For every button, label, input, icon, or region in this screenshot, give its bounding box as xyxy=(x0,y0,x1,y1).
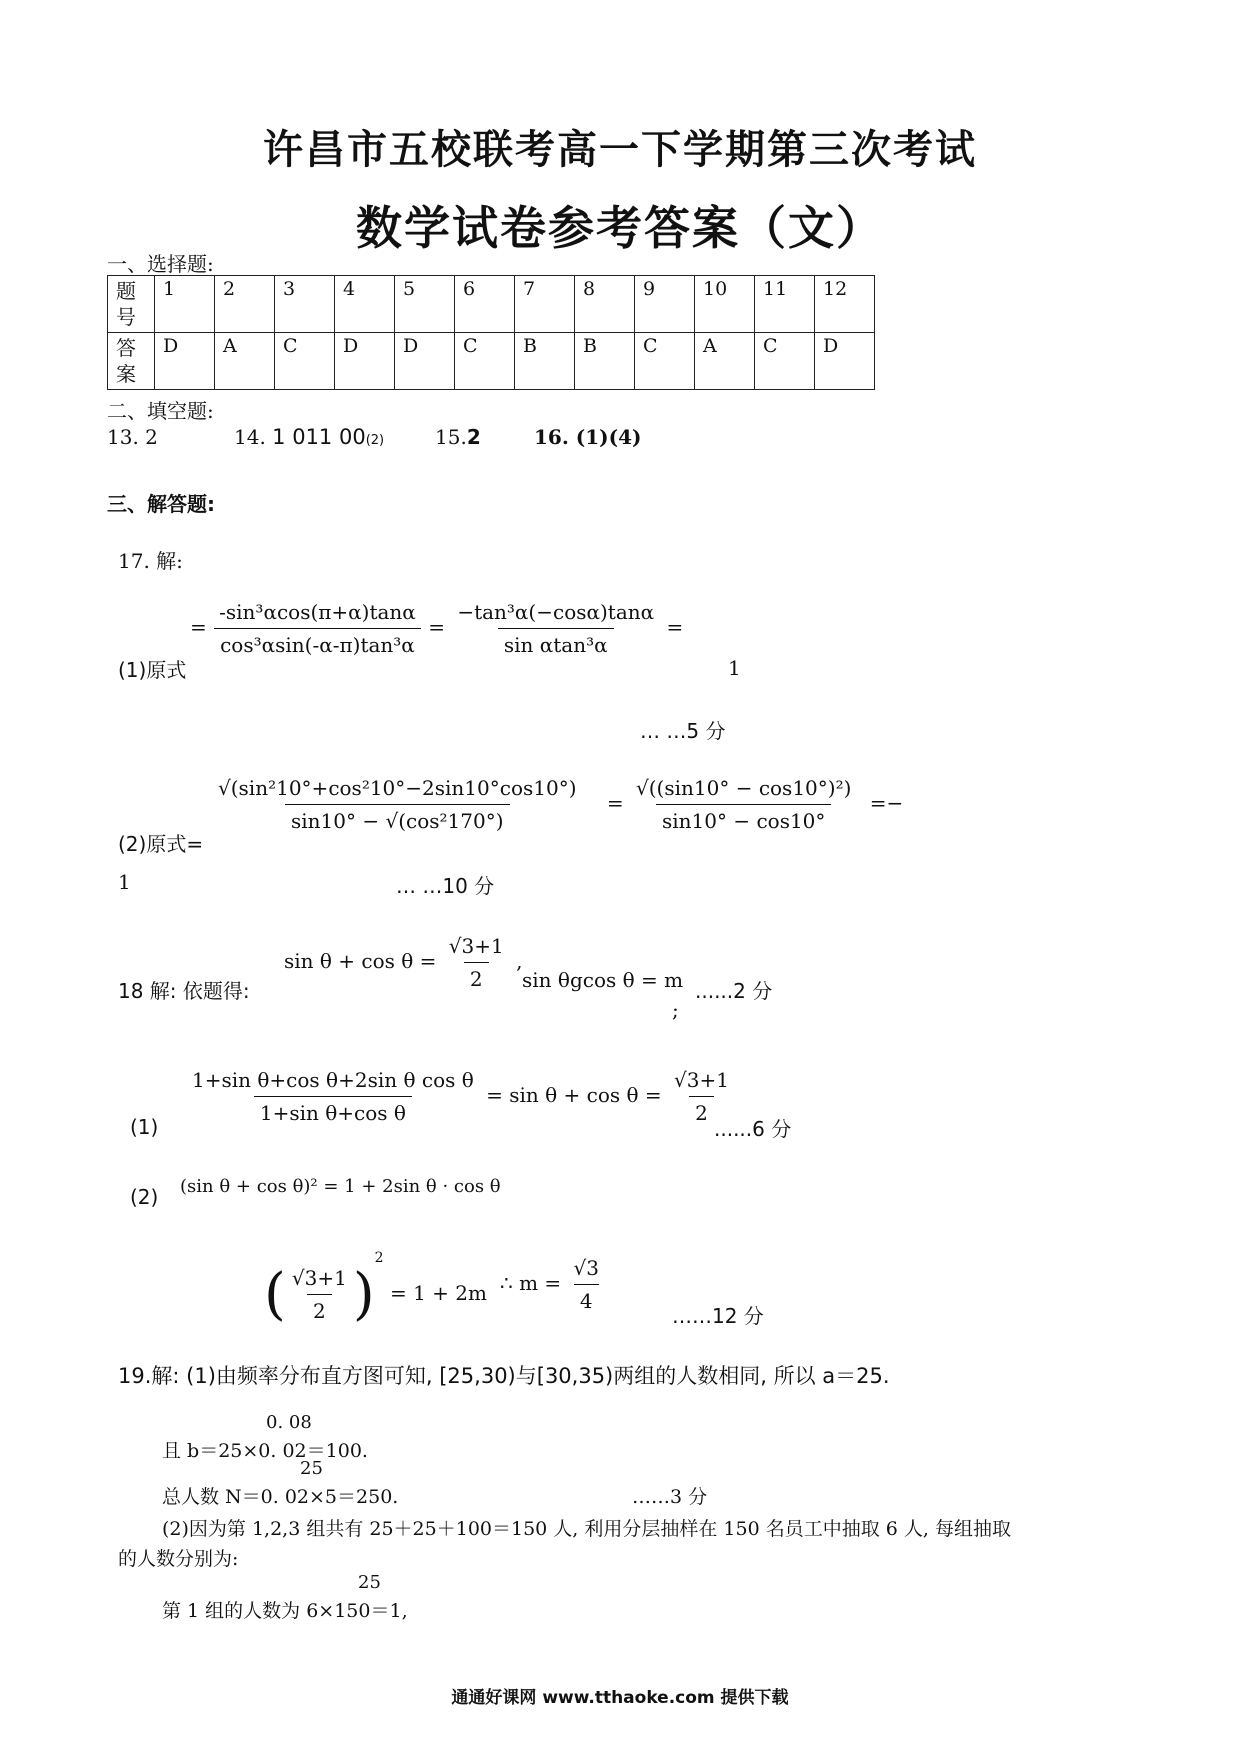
fill-blank-16: 16. (1)(4) xyxy=(534,425,642,449)
fill-blank-15-number: 15. xyxy=(435,425,467,449)
answer-cell: C xyxy=(755,333,815,390)
q18-part2-label: (2) xyxy=(130,1185,159,1209)
answer-cell: D xyxy=(395,333,455,390)
q17-p2-fraction2: $\frac{\text{√((sin10° − cos10°)²)}}{\sin 10^\circ - \cos 10^\circ}$ xyxy=(636,776,852,833)
answer-cell: A xyxy=(215,333,275,390)
q18-score1: ......2 分 xyxy=(695,979,773,1003)
q19-line2-fraction-top: 0. 08 xyxy=(266,1412,312,1433)
q19-line1: 19.解: (1)由频率分布直方图可知, [25,30)与[30,35)两组的人数相同, 所以 a＝25. xyxy=(118,1364,890,1388)
question-number-cell: 4 xyxy=(335,276,395,333)
fill-blank-14 xyxy=(234,425,384,449)
fill-blank-14-value: 1 011 00 xyxy=(272,425,366,449)
answer-cell: D xyxy=(155,333,215,390)
q18-equation1: sin θ + cos θ = $\frac{√3+1}{2}$ , xyxy=(284,934,523,991)
answer-cell: C xyxy=(275,333,335,390)
question-number-cell: 8 xyxy=(575,276,635,333)
question-number-cell: 9 xyxy=(635,276,695,333)
answer-cell: B xyxy=(515,333,575,390)
question-number-cell: 11 xyxy=(755,276,815,333)
answer-cell: C xyxy=(635,333,695,390)
question-number-cell: 10 xyxy=(695,276,755,333)
q18-semicolon: ; xyxy=(672,998,679,1022)
answer-cell: C xyxy=(455,333,515,390)
q18-equation2: sin θgcos θ = m xyxy=(522,968,684,992)
q18-heading: 18 解: 依题得: xyxy=(118,979,250,1003)
answer-table xyxy=(107,275,875,390)
answer-cell: A xyxy=(695,333,755,390)
page-subtitle: 数学试卷参考答案（文） xyxy=(356,201,884,255)
q19-line6: 第 1 组的人数为 6×150＝1, xyxy=(162,1600,408,1622)
fill-blank-13: 13. 2 xyxy=(107,425,158,449)
q17-part1-label: (1)原式 xyxy=(118,658,187,682)
q19-line2: 且 b＝25×0. 02＝100. xyxy=(162,1440,368,1462)
table-row-numbers xyxy=(108,276,875,333)
table-row-answers xyxy=(108,333,875,390)
q18-part1-label: (1) xyxy=(130,1115,159,1139)
answer-cell: D xyxy=(335,333,395,390)
q17-part1-result: 1 xyxy=(728,656,741,680)
question-number-cell: 5 xyxy=(395,276,455,333)
footer-source: 通通好课网 www.tthaoke.com 提供下载 xyxy=(451,1688,789,1708)
q18-part2-equation-left: ( $\frac{√3+1}{2}$ )$^2$ = 1 + 2m xyxy=(264,1250,487,1327)
fill-blank-15-value: 2 xyxy=(466,425,481,449)
q17-heading: 17. 解: xyxy=(118,549,183,573)
q17-p1-fraction1: $\frac{\text{-sin³αcos(π+α)tanα}}{\text{cos³αsin(-α-π)tan³α}}$ xyxy=(213,600,422,657)
q19-line5: 的人数分别为: xyxy=(118,1548,239,1570)
answer-cell: B xyxy=(575,333,635,390)
question-number-cell: 7 xyxy=(515,276,575,333)
section-1-label: 一、选择题: xyxy=(107,252,214,276)
fill-blank-14-number: 14. xyxy=(234,425,266,449)
q19-line3-score: ……3 分 xyxy=(632,1486,708,1508)
page-title: 许昌市五校联考高一下学期第三次考试 xyxy=(263,127,977,173)
section-2-label: 二、填空题: xyxy=(107,399,214,423)
question-number-cell: 12 xyxy=(815,276,875,333)
answer-cell: D xyxy=(815,333,875,390)
q19-line3: 总人数 N＝0. 02×5＝250. xyxy=(162,1486,399,1508)
q17-p1-fraction2: $\frac{\text{−tan³α(−cosα)tanα}}{\text{sin αtan³α}}$ xyxy=(457,600,655,657)
q18-part1-equation: $\frac{\text{1+sin θ+cos θ+2sin θ cos θ}}{\text{1+sin θ+cos θ}}$ = sin θ + cos θ = $\frac{√3+1}{2}$ xyxy=(192,1068,729,1125)
q19-line6-fraction-top: 25 xyxy=(358,1572,381,1593)
question-number-cell: 1 xyxy=(155,276,215,333)
q17-part2-result: 1 xyxy=(118,870,131,894)
fill-blank-15 xyxy=(435,425,481,449)
question-number-cell: 3 xyxy=(275,276,335,333)
q17-part2-score: … …10 分 xyxy=(396,874,495,898)
q17-part2-label: (2)原式= xyxy=(118,832,204,856)
question-number-cell: 6 xyxy=(455,276,515,333)
q18-score3: ……12 分 xyxy=(672,1304,764,1328)
q17-part1-equation: = $\frac{\text{-sin³αcos(π+α)tanα}}{\text{cos³αsin(-α-π)tan³α}}$ = $\frac{\text{−tan³α(−cosα)tanα}}{\text{sin αtan³α}}$ = xyxy=(190,600,684,657)
row-header-number: 题 号 xyxy=(108,276,155,333)
q17-part2-equation: $\frac{\text{√(sin²10°+cos²10°−2sin10°cos10°)}}{\text{sin10° − √(cos²170°)}}$ = $\frac{\text{√((sin10° − cos10°)²)}}{\sin 10^\circ - \cos 10^\circ}$ =− xyxy=(212,776,903,833)
q17-p2-fraction1: $\frac{\text{√(sin²10°+cos²10°−2sin10°cos10°)}}{\text{sin10° − √(cos²170°)}}$ xyxy=(218,776,577,833)
q17-part1-score: … …5 分 xyxy=(640,719,726,743)
q17-p2-equals-minus: =− xyxy=(869,791,904,815)
q18-score2: ......6 分 xyxy=(714,1117,792,1141)
q18-part2-identity: (sin θ + cos θ)² = 1 + 2sin θ · cos θ xyxy=(180,1176,501,1197)
section-3-label: 三、解答题: xyxy=(107,492,215,516)
q19-line4: (2)因为第 1,2,3 组共有 25＋25＋100＝150 人, 利用分层抽样在 150 名员工中抽取 6 人, 每组抽取 xyxy=(162,1518,1011,1540)
question-number-cell: 2 xyxy=(215,276,275,333)
q19-line3-fraction-top: 25 xyxy=(300,1458,323,1479)
q18-part2-equation-right: ∴ m = $\frac{√3}{4}$ xyxy=(500,1256,599,1313)
fill-blank-14-base: (2) xyxy=(365,433,385,448)
row-header-answer: 答 案 xyxy=(108,333,155,390)
